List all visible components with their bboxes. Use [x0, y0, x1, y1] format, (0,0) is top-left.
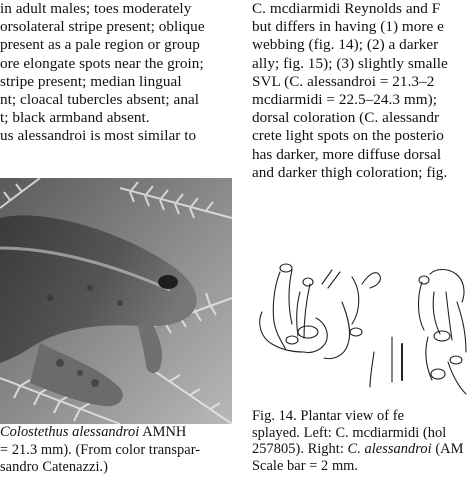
fig14-caption-line-3-suffix: (AM	[431, 441, 464, 457]
photo-caption-line-1	[0, 424, 200, 442]
right-foot-drawing	[418, 270, 466, 395]
right-line-3: webbing (fig. 14); (2) a darker	[252, 36, 439, 54]
right-column-text	[252, 0, 448, 182]
fig14-caption-line-3-prefix: 257805). Right:	[252, 441, 348, 457]
left-line-8: us alessandroi is most similar to	[0, 127, 197, 145]
right-line-9: has darker, more diffuse dorsal	[252, 145, 442, 163]
fig14-caption	[252, 408, 463, 474]
left-column-text	[0, 0, 205, 146]
photo-caption-species: Colostethus alessandroi	[0, 424, 140, 440]
right-line-7: dorsal coloration (C. alessandr	[252, 109, 440, 127]
left-line-6: nt; cloacal tubercles absent; anal	[0, 90, 200, 108]
right-line-1: C. mcdiarmidi Reynolds and F	[252, 0, 441, 17]
left-line-7: t; black armband absent.	[0, 109, 150, 127]
right-line-6: mcdiarmidi = 22.5–24.3 mm);	[252, 90, 437, 108]
photo-caption-suffix: AMNH	[139, 424, 187, 440]
left-line-1: in adult males; toes moderately	[0, 0, 192, 17]
frog-photograph	[0, 178, 232, 424]
frog-eye	[158, 275, 178, 289]
left-line-4: ore elongate spots near the groin;	[0, 54, 204, 72]
right-line-5: SVL (C. alessandroi = 21.3–2	[252, 72, 435, 90]
left-line-5: stripe present; median lingual	[0, 72, 182, 90]
photo-caption-line-2: = 21.3 mm). (From color transpar-	[0, 441, 201, 458]
frog-photo-illustration	[0, 178, 232, 424]
fig14-drawing	[252, 262, 474, 402]
left-foot-drawing	[260, 264, 392, 387]
right-line-4: ally; fig. 15); (3) slightly smalle	[252, 54, 448, 72]
right-line-10: and darker thigh coloration; fig.	[252, 163, 448, 181]
left-line-2: orsolateral stripe present; oblique	[0, 18, 205, 36]
fig14-caption-line-4: Scale bar = 2 mm.	[252, 457, 359, 474]
photo-caption-line-3: sandro Catenazzi.)	[0, 459, 108, 476]
photo-caption	[0, 424, 200, 477]
right-line-2: but differs in having (1) more e	[252, 18, 444, 36]
fig14-caption-line-2: splayed. Left: C. mcdiarmidi (hol	[252, 424, 447, 441]
fig14-caption-line-3	[252, 441, 463, 458]
fig14-caption-species: C. alessandroi	[347, 441, 432, 457]
fig14-caption-line-1: Fig. 14. Plantar view of fe	[252, 408, 405, 424]
left-line-3: present as a pale region or group	[0, 36, 200, 54]
right-line-8: crete light spots on the posterio	[252, 127, 444, 145]
plantar-feet-illustration	[252, 262, 474, 402]
